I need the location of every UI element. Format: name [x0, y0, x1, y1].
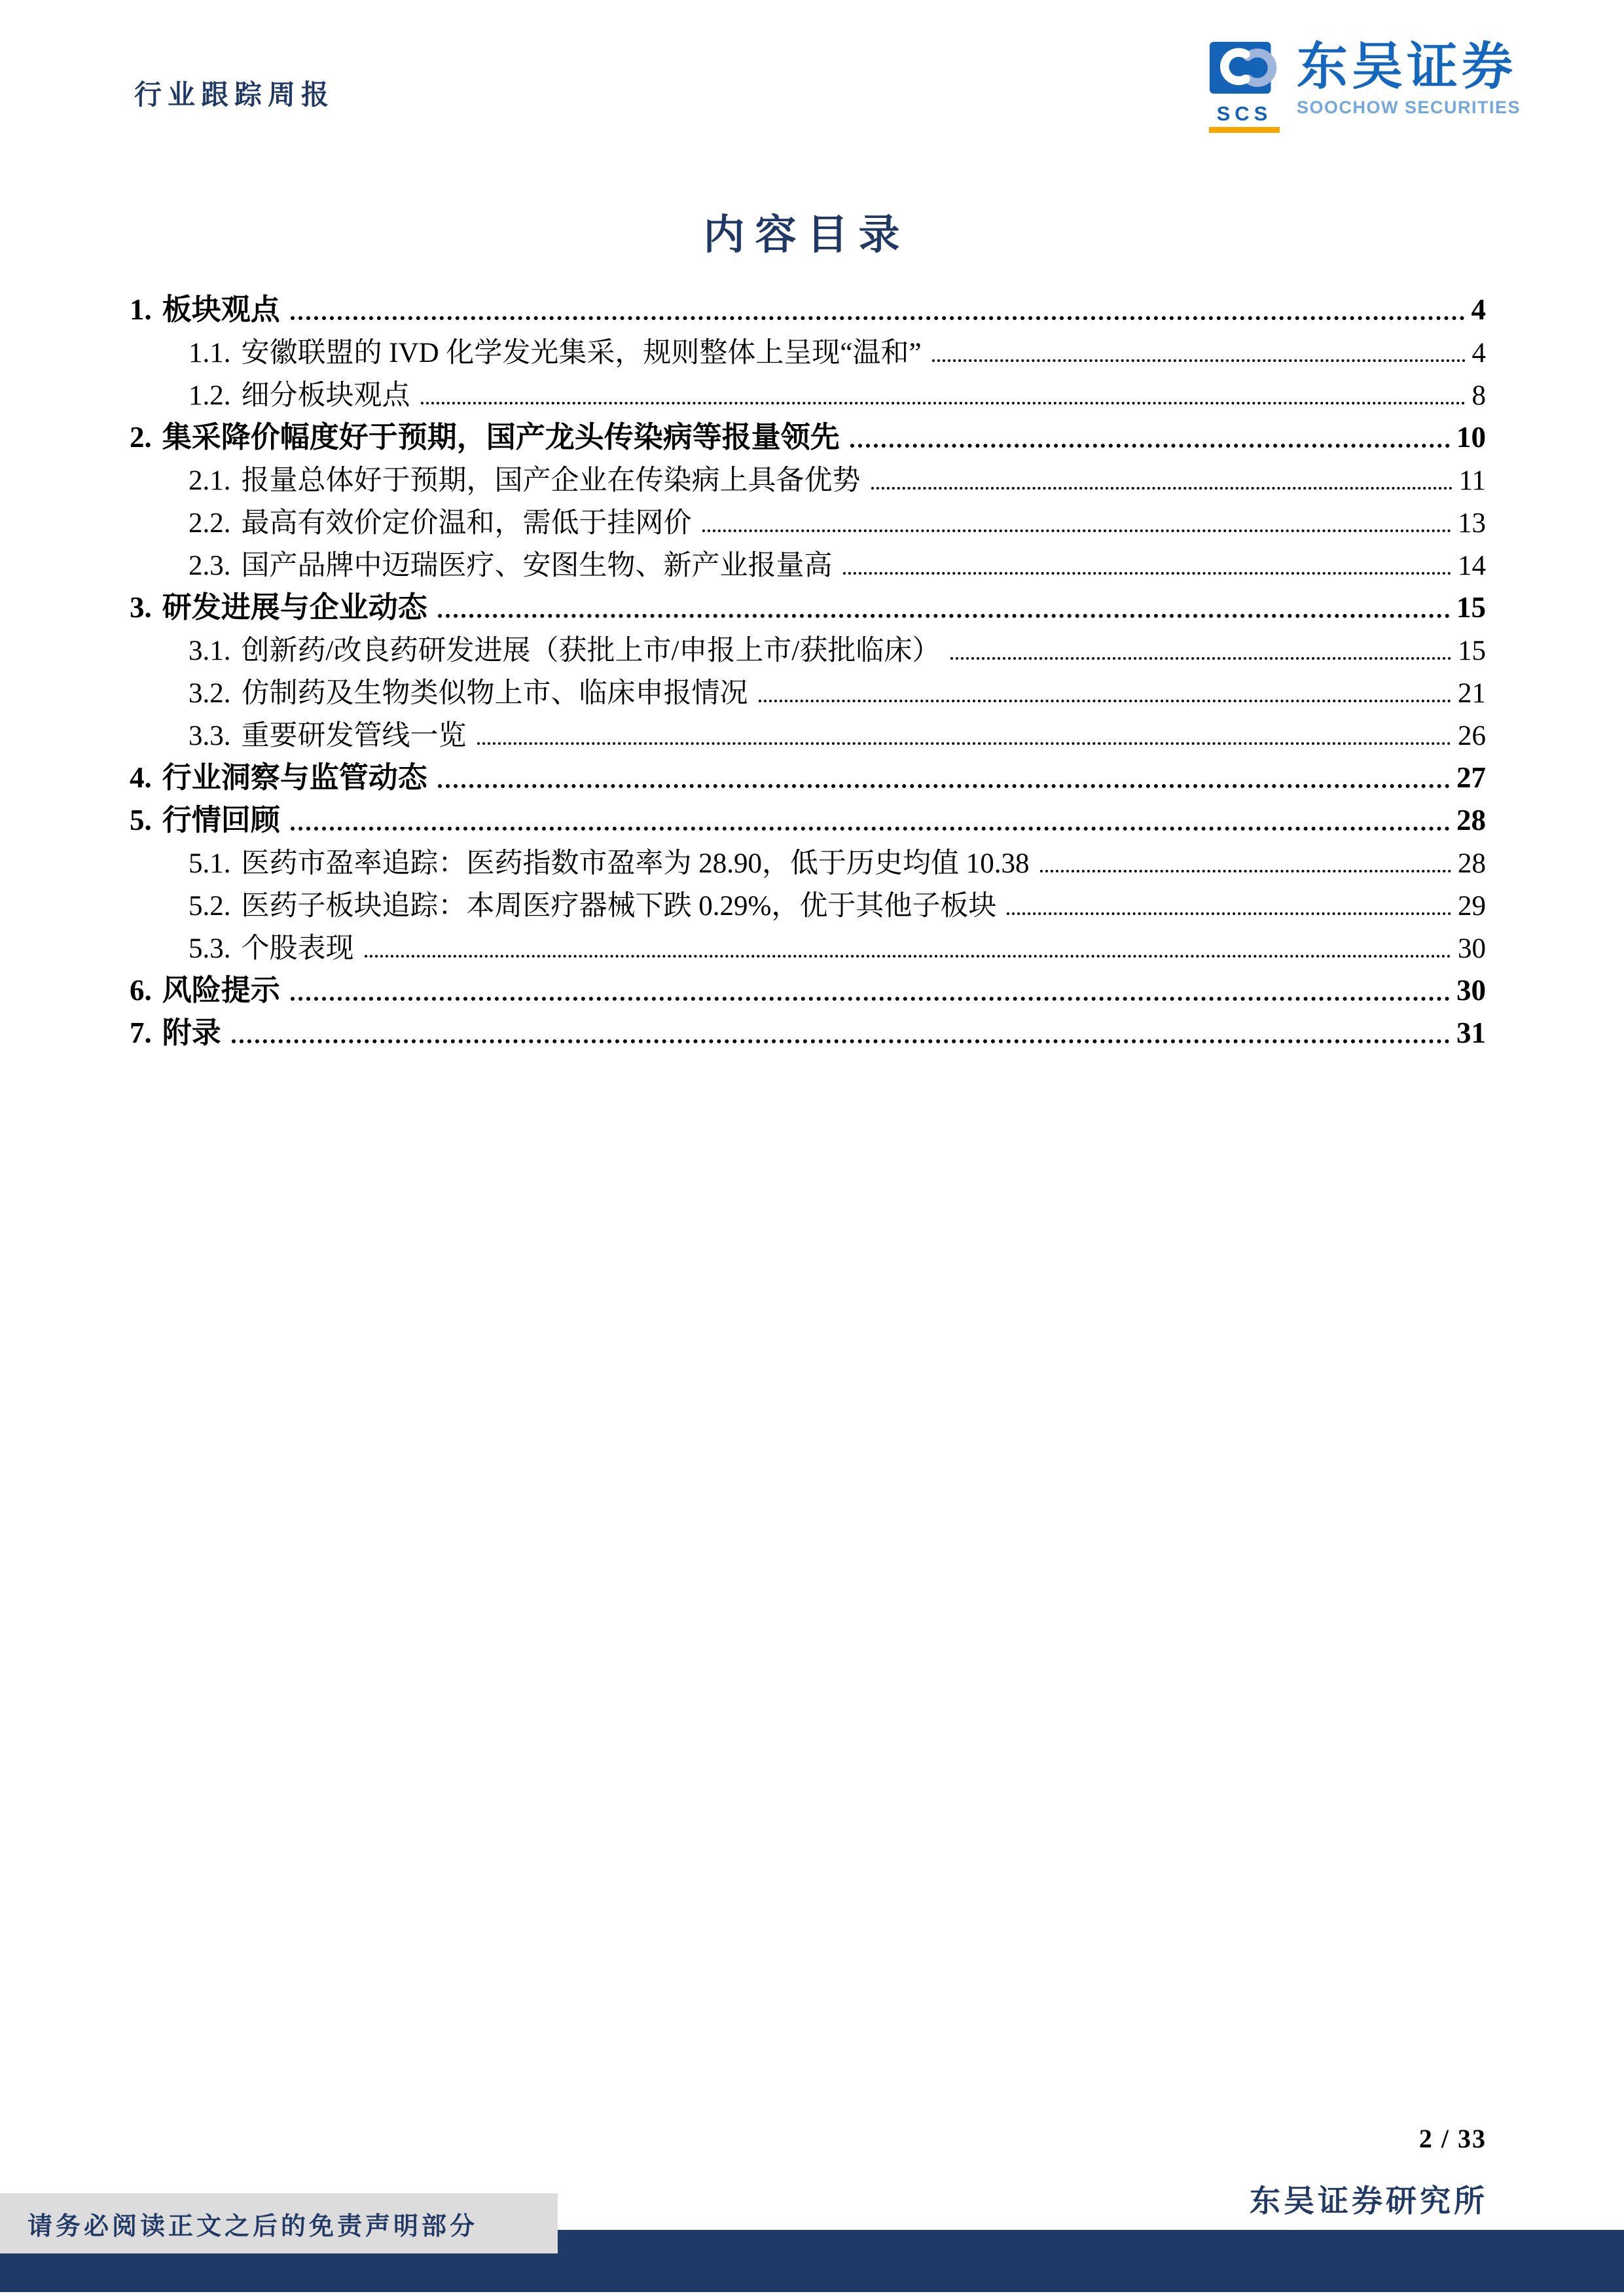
toc-entry-label: 风险提示	[162, 973, 280, 1007]
toc-entry-number: 6.	[130, 973, 152, 1007]
toc-entry[interactable]	[130, 325, 1486, 368]
toc-entry-label: 研发进展与企业动态	[162, 590, 427, 624]
toc-entry[interactable]	[130, 581, 1486, 623]
dotted-leader	[477, 742, 1452, 745]
page-number-indicator: 2 / 33	[1418, 2124, 1487, 2153]
dotted-leader	[291, 997, 1450, 1001]
toc-entry-label: 医药市盈率追踪：医药指数市盈率为 28.90，低于历史均值 10.38	[241, 848, 1030, 879]
soochow-securities-logo	[1209, 37, 1521, 133]
toc-entry-number: 7.	[130, 1016, 152, 1049]
dotted-leader	[421, 402, 1466, 404]
dotted-leader	[1040, 870, 1452, 872]
toc-entry-number: 3.3.	[189, 720, 231, 751]
toc-entry[interactable]	[130, 793, 1486, 836]
toc-entry-number: 2.3.	[189, 550, 231, 581]
toc-entry-label: 细分板块观点	[241, 380, 410, 411]
toc-entry-number: 3.	[130, 590, 152, 624]
toc-entry-number: 2.2.	[189, 507, 231, 539]
dotted-leader	[438, 784, 1450, 788]
toc-entry-label: 重要研发管线一览	[241, 720, 467, 751]
toc-entry-label: 安徽联盟的 IVD 化学发光集采，规则整体上呈现“温和”	[241, 337, 922, 368]
toc-entry[interactable]	[130, 921, 1486, 963]
logo-mark	[1209, 41, 1280, 133]
scs-logo-icon	[1209, 41, 1280, 101]
toc-entry-page: 21	[1458, 677, 1486, 709]
dotted-leader	[702, 529, 1452, 532]
toc-entry-page: 11	[1458, 465, 1486, 496]
toc-entry-number: 5.1.	[189, 848, 231, 879]
dotted-leader	[850, 444, 1450, 448]
toc-entry[interactable]	[130, 666, 1486, 708]
dotted-leader	[291, 316, 1465, 320]
logo-cn-name: 东吴证券	[1296, 37, 1517, 95]
toc-entry-number: 5.2.	[189, 890, 231, 922]
toc-entry-page: 29	[1458, 890, 1486, 922]
toc-entry-label: 行业洞察与监管动态	[162, 761, 427, 794]
research-institute-label: 东吴证券研究所	[1250, 2185, 1488, 2219]
report-type-label: 行业跟踪周报	[134, 81, 335, 111]
dotted-leader	[871, 487, 1453, 490]
toc-entry[interactable]	[130, 368, 1486, 410]
dotted-leader	[950, 657, 1451, 660]
toc-entry[interactable]	[130, 453, 1486, 495]
toc-entry-page: 14	[1458, 550, 1486, 581]
toc-entry-label: 国产品牌中迈瑞医疗、安图生物、新产业报量高	[241, 550, 833, 581]
logo-en-name: SOOCHOW SECURITIES	[1296, 98, 1521, 117]
toc-entry-page: 15	[1458, 635, 1486, 666]
dotted-leader	[843, 572, 1452, 575]
toc-entry[interactable]	[130, 538, 1486, 581]
dotted-leader	[232, 1039, 1450, 1043]
toc-entry-label: 行情回顾	[162, 803, 280, 836]
toc-entry[interactable]	[130, 963, 1486, 1006]
toc-entry[interactable]	[130, 283, 1486, 325]
toc-entry-page: 4	[1471, 293, 1486, 326]
toc-entry-page: 13	[1458, 507, 1486, 539]
toc-entry-page: 30	[1456, 973, 1486, 1007]
toc-entry[interactable]	[130, 751, 1486, 793]
toc-entry[interactable]	[130, 836, 1486, 878]
toc-entry-label: 附录	[162, 1016, 221, 1049]
disclaimer-box	[0, 2193, 558, 2253]
logo-scs-monogram: SCS	[1216, 102, 1272, 125]
toc-entry[interactable]	[130, 495, 1486, 538]
logo-text	[1296, 37, 1521, 118]
disclaimer-text: 请务必阅读正文之后的免责声明部分	[27, 2212, 478, 2240]
dotted-leader	[759, 700, 1452, 702]
toc-entry-number: 1.	[130, 293, 152, 326]
toc-list	[130, 283, 1486, 1049]
toc-entry-label: 医药子板块追踪：本周医疗器械下跌 0.29%，优于其他子板块	[241, 890, 997, 922]
toc-entry-page: 30	[1458, 933, 1486, 964]
toc-entry-page: 4	[1471, 337, 1486, 368]
toc-entry-page: 27	[1456, 761, 1486, 794]
toc-entry-label: 个股表现	[241, 933, 354, 964]
toc-entry-page: 8	[1471, 380, 1486, 411]
toc-entry-number: 5.	[130, 803, 152, 836]
toc-entry[interactable]	[130, 1006, 1486, 1049]
toc-entry-number: 1.1.	[189, 337, 231, 368]
toc-entry-label: 报量总体好于预期，国产企业在传染病上具备优势	[241, 465, 861, 496]
toc-entry[interactable]	[130, 878, 1486, 921]
toc-entry-label: 仿制药及生物类似物上市、临床申报情况	[241, 677, 748, 709]
toc-entry-number: 5.3.	[189, 933, 231, 964]
dotted-leader	[365, 955, 1452, 958]
toc-entry-label: 板块观点	[162, 293, 280, 326]
toc-title: 内容目录	[703, 212, 911, 258]
toc-entry-page: 10	[1456, 420, 1486, 454]
toc-entry-number: 4.	[130, 761, 152, 794]
dotted-leader	[438, 614, 1450, 618]
toc-entry-page: 26	[1458, 720, 1486, 751]
toc-entry-page: 31	[1456, 1016, 1486, 1049]
toc-entry[interactable]	[130, 623, 1486, 666]
logo-orange-underline	[1209, 127, 1280, 133]
dotted-leader	[932, 359, 1466, 362]
toc-entry-page: 28	[1456, 803, 1486, 836]
toc-entry-label: 最高有效价定价温和，需低于挂网价	[241, 507, 692, 539]
toc-entry-label: 创新药/改良药研发进展（获批上市/申报上市/获批临床）	[241, 635, 941, 666]
toc-entry[interactable]	[130, 410, 1486, 453]
toc-entry-number: 1.2.	[189, 380, 231, 411]
dotted-leader	[291, 827, 1450, 831]
toc-entry[interactable]	[130, 708, 1486, 751]
toc-entry-number: 3.1.	[189, 635, 231, 666]
toc-entry-label: 集采降价幅度好于预期，国产龙头传染病等报量领先	[162, 420, 840, 454]
toc-entry-page: 28	[1458, 848, 1486, 879]
toc-entry-number: 3.2.	[189, 677, 231, 709]
dotted-leader	[1007, 912, 1451, 915]
toc-entry-number: 2.	[130, 420, 152, 454]
toc-entry-number: 2.1.	[189, 465, 231, 496]
toc-entry-page: 15	[1456, 590, 1486, 624]
